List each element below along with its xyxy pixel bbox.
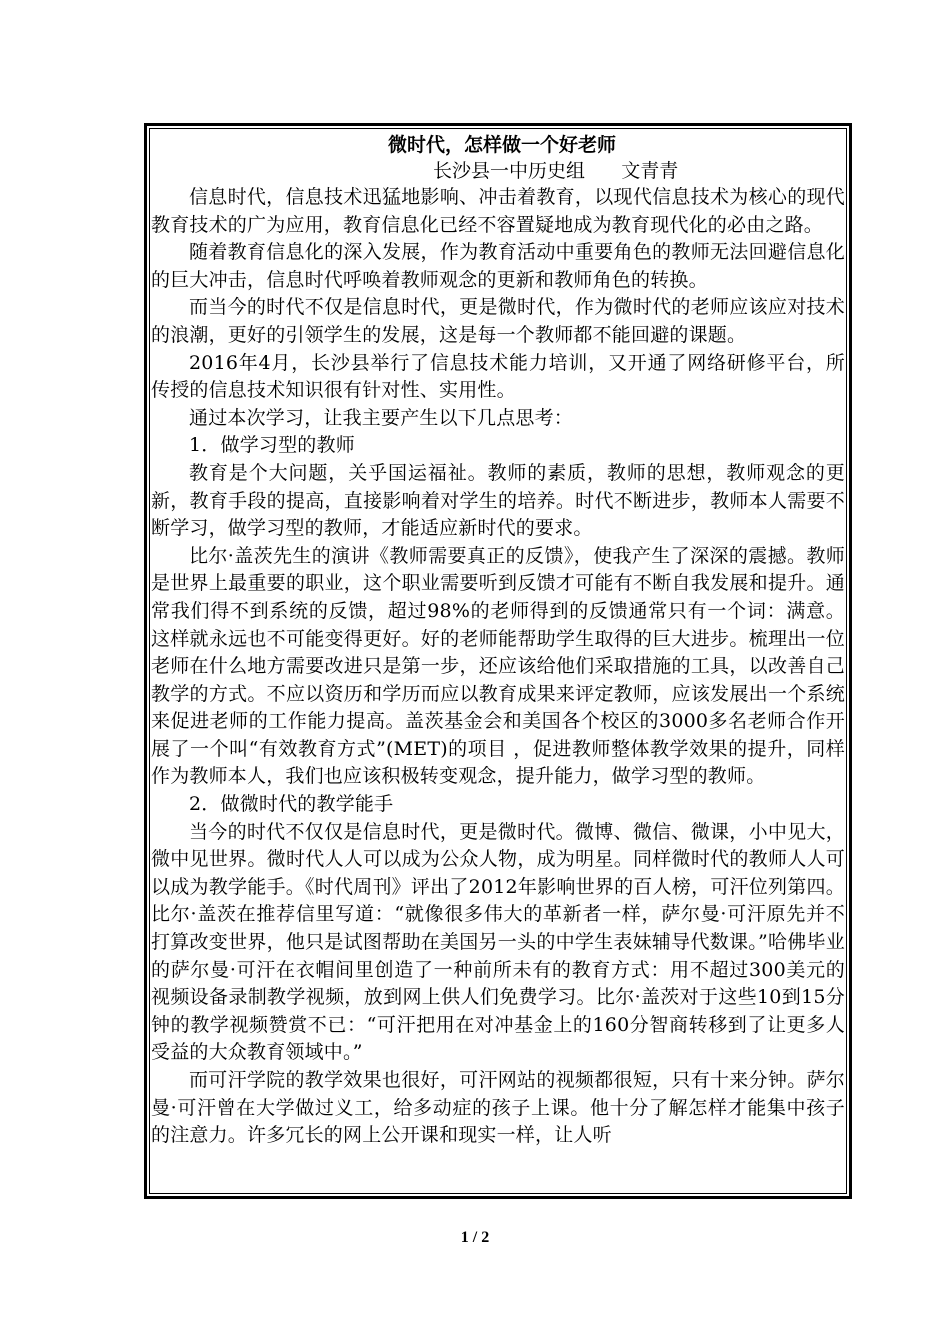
paragraph: 随着教育信息化的深入发展，作为教育活动中重要角色的教师无法回避信息化的巨大冲击，信息时代呼唤着教师观念的更新和教师角色的转换。 [151,241,845,291]
paragraph: 2016年4月，长沙县举行了信息技术能力培训，又开通了网络研修平台，所传授的信息技术知识很有针对性、实用性。 [151,351,845,402]
paragraph: 信息时代，信息技术迅猛地影响、冲击着教育，以现代信息技术为核心的现代教育技术的广为应用，教育信息化已经不容置疑地成为教育现代化的必由之路。 [151,186,845,236]
paragraph: 比尔·盖茨先生的演讲《教师需要真正的反馈》，使我产生了深深的震撼。教师是世界上最重要的职业，这个职业需要听到反馈才可能有不断自我发展和提升。通常我们得不到系统的反馈，超过98%的老师得到的反馈通常只有一个词：满意。 这样就永远也不可能变得更好。好的老师能帮助学生取得的巨大进步。梳理出一位老师在什么地方需要改进只是第一步，还应该给他们采取措施的工具，以改善自己教学的方式。不应以资历和学历而应以教育成果来评定教师，应该发展出一个系统来促进老师的工作能力提高。盖茨基金会和美国各个校区的3000多名老师合作开展了一个叫“有效教育方式”(MET)的项目 ，促进教师整体教学效果的提升，同样作为教师本人，我们也应该积极转变观念，提升能力，做学习型的教师。 [151,544,845,788]
paragraph: 而可汗学院的教学效果也很好，可汗网站的视频都很短，只有十来分钟。萨尔曼·可汗曾在大学做过义工，给多动症的孩子上课。他十分了解怎样才能集中孩子的注意力。许多冗长的网上公开课和现实一样，让人听 [151,1069,845,1147]
paragraph: 教育是个大问题，关乎国运福祉。教师的素质，教师的思想，教师观念的更新，教育手段的提高，直接影响着对学生的培养。时代不断进步，教师本人需要不断学习，做学习型的教师，才能适应新时代的要求。 [151,461,845,540]
document-title: 微时代，怎样做一个好老师 [387,134,616,156]
paragraph: 通过本次学习，让我主要产生以下几点思考： [189,406,574,429]
paragraph: 当今的时代不仅仅是信息时代，更是微时代。微博、微信、微课，小中见大，微中见世界。微时代人人可以成为公众人物，成为明星。同样微时代的教师人人可以成为教学能手。《时代周刊》评出了2012年影响世界的百人榜，可汗位列第四。比尔·盖茨在推荐信里写道：“就像很多伟大的革新者一样，萨尔曼·可汗原先并不打算改变世界，他只是试图帮助在美国另一头的中学生表妹辅导代数课。”哈佛毕业的萨尔曼·可汗在衣帽间里创造了一种前所未有的教育方式：用不超过300美元的视频设备录制教学视频，放到网上供人们免费学习。比尔·盖茨对于这些10到15分钟的教学视频赞赏不已：“可汗把用在对冲基金上的160分智商转移到了让更多人受益的大众教育领域中。” [151,820,845,1064]
paragraph: 而当今的时代不仅是信息时代，更是微时代，作为微时代的老师应该应对技术的浪潮，更好的引领学生的发展，这是每一个教师都不能回避的课题。 [151,296,845,346]
document-body [151,132,845,1150]
document-frame [144,123,852,1199]
page-number: 1 / 2 [460,1229,490,1246]
section-heading: 2．做微时代的教学能手 [189,793,394,816]
section-heading: 1．做学习型的教师 [189,434,355,457]
author-byline: 长沙县一中历史组 文青青 [433,160,679,182]
